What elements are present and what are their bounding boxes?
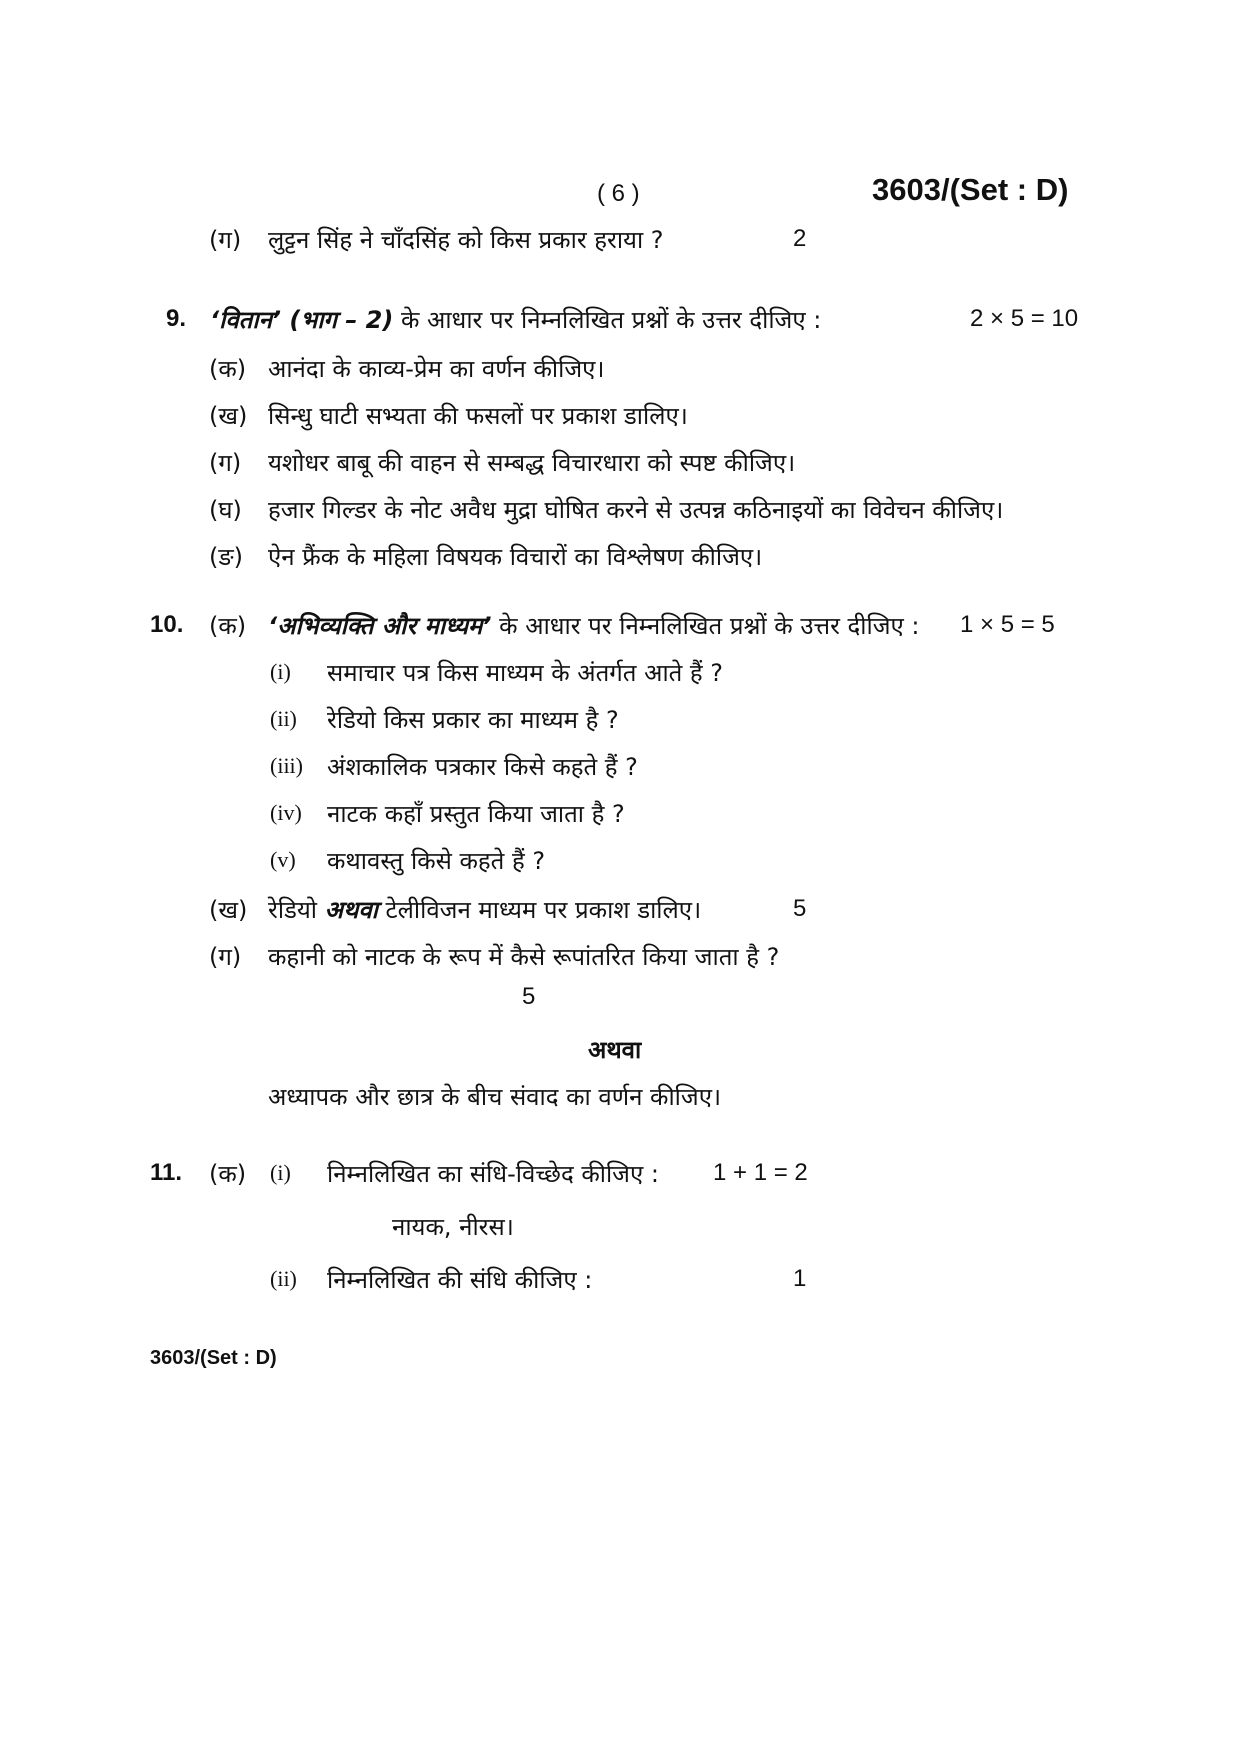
q10-ka-instruction: के आधार पर निम्नलिखित प्रश्नों के उत्तर दीजिए : (499, 612, 920, 640)
q9-item-label: (घ) (209, 496, 242, 524)
q9-heading (210, 303, 821, 336)
or-question-text: अध्यापक और छात्र के बीच संवाद का वर्णन कीजिए। (268, 1083, 722, 1111)
q9-item-label: (क) (209, 355, 247, 383)
q8-ga-label: (ग) (209, 226, 242, 254)
q10-sub-label: (v) (270, 847, 296, 872)
q9-item-text: सिन्धु घाटी सभ्यता की फसलों पर प्रकाश डालिए। (268, 402, 688, 430)
q10-sub-text: अंशकालिक पत्रकार किसे कहते हैं ? (327, 753, 638, 781)
q10-kha-label: (ख) (209, 896, 248, 924)
q11-i-marks: 1 + 1 = 2 (713, 1159, 808, 1186)
q9-instruction: के आधार पर निम्नलिखित प्रश्नों के उत्तर दीजिए : (400, 306, 822, 334)
q9-item-label: (ङ) (209, 543, 244, 571)
q11-ka-label: (क) (209, 1160, 247, 1188)
q9-item-text: यशोधर बाबू की वाहन से सम्बद्ध विचारधारा को स्पष्ट कीजिए। (268, 449, 796, 477)
q10-kha-or: अथवा (324, 896, 378, 924)
q9-item-label: (ख) (209, 402, 248, 430)
q10-ka-marks: 1 × 5 = 5 (960, 611, 1055, 638)
q10-kha-text-a: रेडियो (268, 896, 318, 924)
q10-kha-text-b: टेलीविजन माध्यम पर प्रकाश डालिए। (385, 896, 702, 924)
q10-ga-marks: 5 (522, 983, 536, 1010)
q10-sub-label: (i) (270, 659, 291, 684)
q10-sub-text: रेडियो किस प्रकार का माध्यम है ? (327, 706, 619, 734)
q10-sub-text: कथावस्तु किसे कहते हैं ? (327, 847, 546, 875)
q11-ii-label: (ii) (270, 1266, 297, 1291)
q11-ii-text: निम्नलिखित की संधि कीजिए : (327, 1266, 593, 1294)
q10-sub-label: (iii) (270, 753, 303, 778)
q10-kha-text (268, 893, 701, 926)
q9-marks: 2 × 5 = 10 (970, 305, 1079, 332)
paper-code-footer: 3603/(Set : D) (150, 1347, 277, 1369)
paper-code-header: 3603/(Set : D) (872, 172, 1069, 207)
q10-ka-heading (268, 609, 920, 642)
q10-ga-text: कहानी को नाटक के रूप में कैसे रूपांतरित किया जाता है ? (268, 943, 780, 971)
q8-ga-marks: 2 (793, 225, 807, 252)
q10-sub-label: (iv) (270, 800, 302, 825)
q10-number: 10. (150, 611, 184, 638)
q10-ga-label: (ग) (209, 943, 242, 971)
page-number: ( 6 ) (597, 180, 640, 207)
q10-sub-label: (ii) (270, 706, 297, 731)
q11-i-label: (i) (270, 1160, 291, 1185)
q9-item-text: आनंदा के काव्य-प्रेम का वर्णन कीजिए। (268, 355, 605, 383)
q9-item-text: हजार गिल्डर के नोट अवैध मुद्रा घोषित करने से उत्पन्न कठिनाइयों का विवेचन कीजिए। (268, 496, 1004, 524)
or-heading: अथवा (588, 1036, 642, 1064)
q10-sub-text: नाटक कहाँ प्रस्तुत किया जाता है ? (327, 800, 625, 828)
q11-i-text: निम्नलिखित का संधि-विच्छेद कीजिए : (327, 1160, 659, 1188)
q11-ii-marks: 1 (793, 1265, 807, 1292)
q10-book-title: ‘अभिव्यक्ति और माध्यम’ (268, 612, 492, 640)
q9-item-text: ऐन फ्रैंक के महिला विषयक विचारों का विश्लेषण कीजिए। (268, 543, 763, 571)
q9-number: 9. (166, 305, 187, 332)
q11-i-words: नायक, नीरस। (392, 1213, 514, 1241)
q11-number: 11. (150, 1159, 183, 1186)
q9-item-label: (ग) (209, 449, 242, 477)
q9-book-title: ‘वितान’ (भाग – 2) (210, 306, 394, 334)
q8-ga-text: लुट्टन सिंह ने चाँदसिंह को किस प्रकार हराया ? (268, 226, 664, 254)
q10-kha-marks: 5 (793, 895, 807, 922)
q10-sub-text: समाचार पत्र किस माध्यम के अंतर्गत आते हैं ? (327, 659, 724, 687)
q10-ka-label: (क) (209, 612, 247, 640)
